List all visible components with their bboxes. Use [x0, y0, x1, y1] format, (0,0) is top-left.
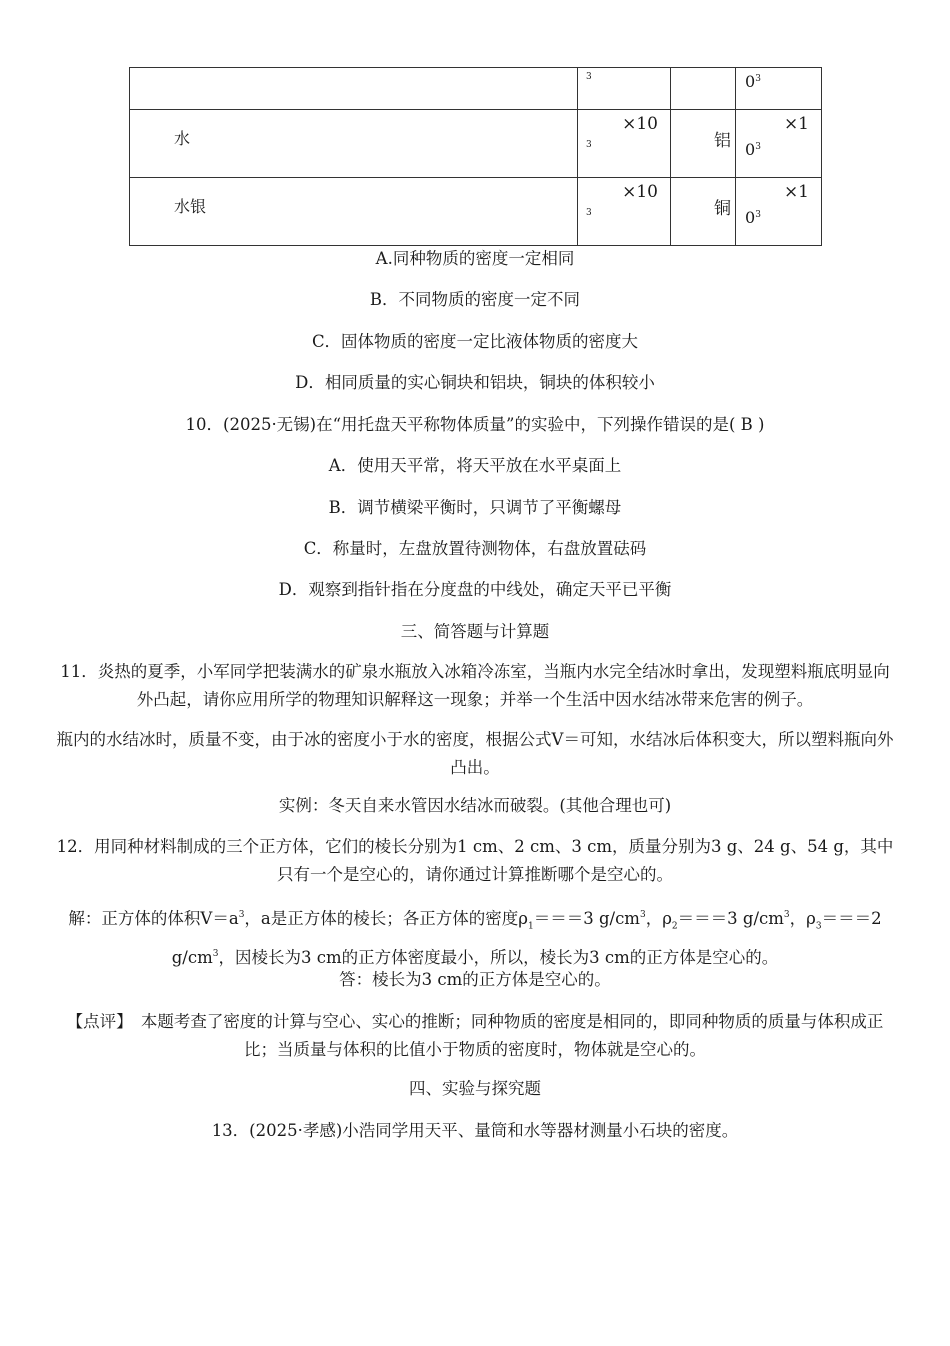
- q11-answer: 瓶内的水结冰时，质量不变，由于冰的密度小于水的密度，根据公式V＝可知，水结冰后体积变大，所以塑料瓶向外凸出。: [56, 730, 894, 777]
- comment-tag: 【点评】: [66, 1012, 125, 1031]
- q10-option-b: B．调节横梁平衡时，只调节了平衡螺母: [328, 498, 622, 517]
- q11-example: 实例：冬天自来水管因水结冰而破裂。(其他合理也可): [278, 796, 672, 815]
- table-cell: [578, 110, 671, 178]
- substance-name: 水银: [130, 178, 578, 246]
- table-cell: [736, 110, 822, 178]
- substance-name: 铝: [714, 131, 731, 151]
- comment-text: 本题考查了密度的计算与空心、实心的推断；同种物质的密度是相同的，即同种物质的质量与体积成正比；当质量与体积的比值小于物质的密度时，物体就是空心的。: [124, 1012, 884, 1059]
- q13-stem: 13．(2025·孝感)小浩同学用天平、量筒和水等器材测量小石块的密度。: [211, 1121, 739, 1140]
- substance-name: 铜: [714, 199, 731, 219]
- section-heading: 三、简答题与计算题: [400, 622, 550, 641]
- value-fragment: $0^3$: [745, 72, 761, 91]
- comment: [55, 1008, 895, 1064]
- substance-name: 水: [130, 110, 578, 178]
- table-cell: [671, 178, 736, 246]
- table-cell: [578, 68, 671, 110]
- q9-option-d: D．相同质量的实心铜块和铝块，铜块的体积较小: [295, 373, 655, 392]
- table-cell: [130, 68, 578, 110]
- table-row: [130, 178, 822, 246]
- exponent-label: 3: [586, 72, 592, 82]
- table-cell: [736, 68, 822, 110]
- exponent-label: 3: [586, 208, 592, 218]
- table-cell: [671, 68, 736, 110]
- table-row: [130, 68, 822, 110]
- q11-stem: 11．炎热的夏季，小军同学把装满水的矿泉水瓶放入冰箱冷冻室，当瓶内水完全结冰时拿出，发现塑料瓶底明显向外凸起，请你应用所学的物理知识解释这一现象；并举一个生活中因水结冰带来危害的例子。: [60, 662, 890, 709]
- multiplier: ×1: [783, 182, 809, 202]
- q10-option-a: A．使用天平常，将天平放在水平桌面上: [328, 456, 622, 475]
- q10-stem: 10．(2025·无锡)在“用托盘天平称物体质量”的实验中，下列操作错误的是( B ): [185, 415, 765, 434]
- table-cell: [578, 178, 671, 246]
- table-cell: [736, 178, 822, 246]
- section-heading: 四、实验与探究题: [409, 1079, 541, 1098]
- density-table: [129, 67, 822, 246]
- table-row: [130, 110, 822, 178]
- multiplier: ×1: [783, 114, 809, 134]
- q12-solution: 解：正方体的体积$V=a^3$，a是正方体的棱长；各正方体的密度$\rho_1===3$ $g/cm^3$，$\rho_2===3$ $g/cm^3$，$\rho_3===2$ $g/cm^3$，因棱长为3 cm的正方体密度最小，所以，棱长为3 cm的正方体是空心的。: [68, 909, 882, 968]
- q12-answer: 答：棱长为3 cm的正方体是空心的。: [339, 970, 611, 989]
- multiplier: ×10: [622, 182, 658, 202]
- q9-option-a: A.同种物质的密度一定相同: [375, 249, 575, 268]
- table-cell: [671, 110, 736, 178]
- q9-option-b: B．不同物质的密度一定不同: [369, 290, 581, 309]
- multiplier: ×10: [622, 114, 658, 134]
- value-fragment: $0^3$: [745, 140, 761, 159]
- value-fragment: $0^3$: [745, 208, 761, 227]
- q10-option-c: C．称量时，左盘放置待测物体，右盘放置砝码: [303, 539, 647, 558]
- q10-option-d: D．观察到指针指在分度盘的中线处，确定天平已平衡: [278, 580, 672, 599]
- exponent-label: 3: [586, 140, 592, 150]
- q9-option-c: C．固体物质的密度一定比液体物质的密度大: [311, 332, 639, 351]
- q12-stem: 12．用同种材料制成的三个正方体，它们的棱长分别为1 cm、2 cm、3 cm，质量分别为3 g、24 g、54 g，其中只有一个是空心的，请你通过计算推断哪个是空心的。: [56, 837, 894, 884]
